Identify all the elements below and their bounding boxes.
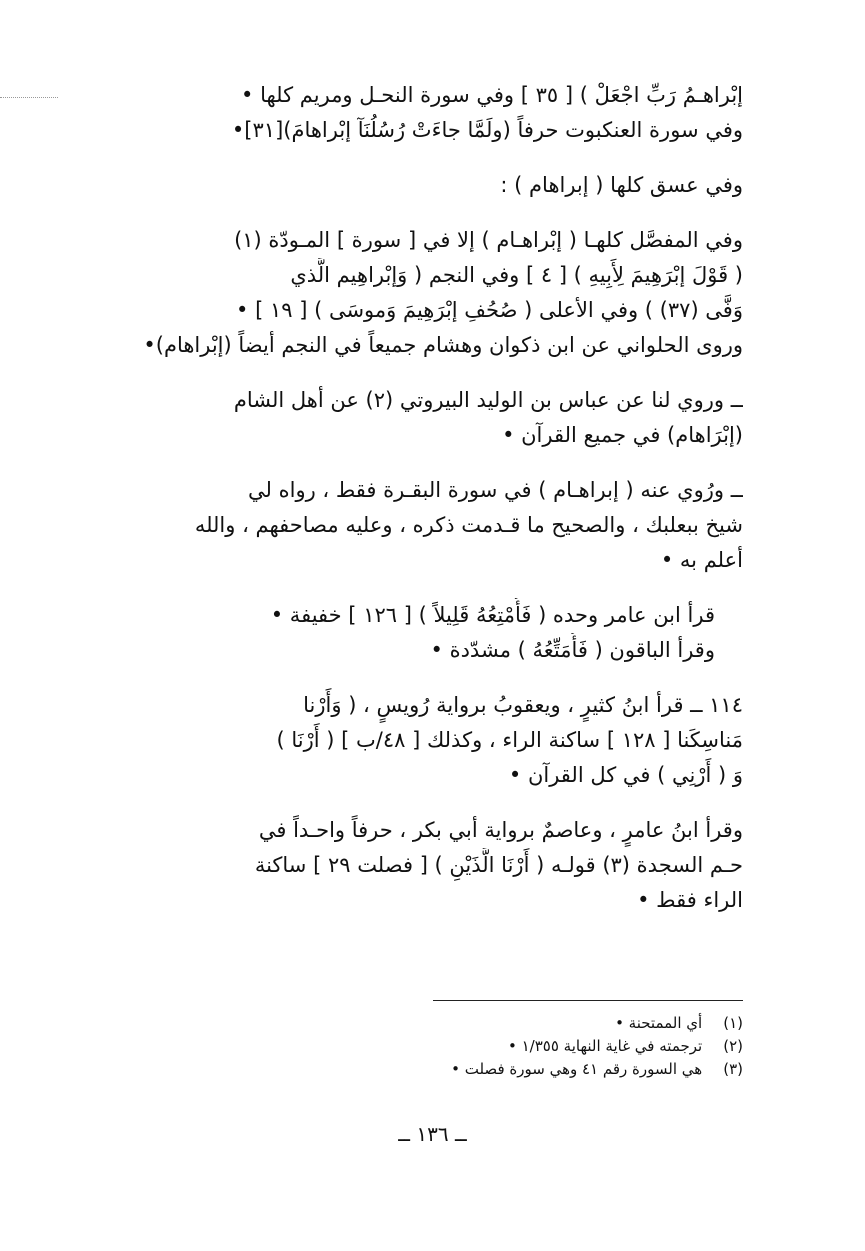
text-line: ــ ورُوي عنه ( إبراهـام ) في سورة البقـرة فقط ، رواه لي [248,478,743,502]
main-text [123,78,743,938]
text-line: وَفَّى (٣٧) ) وفي الأعلى ( صُحُفِ إبْرَهِيمَ وَموسَى ) [ ١٩ ] • [236,298,743,322]
text-line: شيخ ببعلبك ، والصحيح ما قـدمت ذكره ، وعليه مصاحفهم ، والله [194,513,743,537]
footnote-text: هي السورة رقم ٤١ وهي سورة فصلت • [451,1060,703,1078]
footnote-item [183,1058,743,1081]
paragraph-8 [123,813,743,918]
text-line: وفي عسق كلها ( إبراهام ) : [500,173,743,197]
paragraph-1 [123,78,743,148]
footnotes [183,1012,743,1081]
paragraph-6 [123,598,743,668]
footnote-number: (١) [723,1014,743,1032]
paragraph-2 [123,168,743,203]
text-line: ( قَوْلَ إبْرَهِيمَ لِأَبِيهِ ) [ ٤ ] وفي النجم ( وَإبْراهِيم الَّذي [290,263,743,287]
text-line: وفي المفصَّل كلهـا ( إبْراهـام ) إلا في [ سورة ] المـودّة (١) [234,228,743,252]
text-line: أعلم به • [660,548,743,572]
text-line: الراء فقط • [637,888,743,912]
text-line: مَناسِكَنا [ ١٢٨ ] ساكنة الراء ، وكذلك [ ٤٨/ب ] ( أَرْنَا ) [276,728,743,752]
text-line: وَ ( أَرْنِي ) في كل القرآن • [508,763,743,787]
text-line: قرأ ابن عامر وحده ( فَأُمْتِعُهُ قَلِيلاً ) [ ١٢٦ ] خفيفة • [270,603,715,627]
footnote-item [183,1012,743,1035]
text-line: إبْراهـمُ رَبِّ اجْعَلْ ) [ ٣٥ ] وفي سورة النحـل ومريم كلها • [241,83,743,107]
page-number: ــ ١٣٦ ــ [398,1122,467,1146]
text-line: ١١٤ ــ قرأ ابنُ كثيرٍ ، ويعقوبُ برواية رُويسٍ ، ( وَأَرْنا [303,693,743,717]
text-line: وقرأ ابنُ عامرٍ ، وعاصمٌ برواية أبي بكر ، حرفاً واحـداً في [258,818,743,842]
text-line: وروى الحلواني عن ابن ذكوان وهشام جميعاً في النجم أيضاً (إبْراهام)• [143,333,743,357]
footnote-item [183,1035,743,1058]
text-line: وفي سورة العنكبوت حرفاً (ولَمَّا جاءَتْ رُسُلُنَآ إبْراهامَ)[٣١]• [231,118,743,142]
paragraph-4 [123,383,743,453]
scan-mark [0,97,58,98]
paragraph-7 [123,688,743,793]
text-line: ــ وروي لنا عن عباس بن الوليد البيروتي (٢) عن أهل الشام [233,388,743,412]
paragraph-3 [123,223,743,363]
text-line: وقرأ الباقون ( فَأُمَتِّعُهُ ) مشدّدة • [430,638,715,662]
footnote-text: ترجمته في غاية النهاية ١/٣٥٥ • [508,1037,703,1055]
paragraph-5 [123,473,743,578]
footnote-number: (٢) [723,1037,743,1055]
text-line: حـم السجدة (٣) قولـه ( أَرْنَا الَّذَيْنِ ) [ فصلت ٢٩ ] ساكنة [254,853,743,877]
text-line: (إبْرَاهام) في جميع القرآن • [502,423,743,447]
footnote-number: (٣) [723,1060,743,1078]
footnote-text: أي الممتحنة • [615,1014,703,1032]
footnote-divider [433,1000,743,1001]
